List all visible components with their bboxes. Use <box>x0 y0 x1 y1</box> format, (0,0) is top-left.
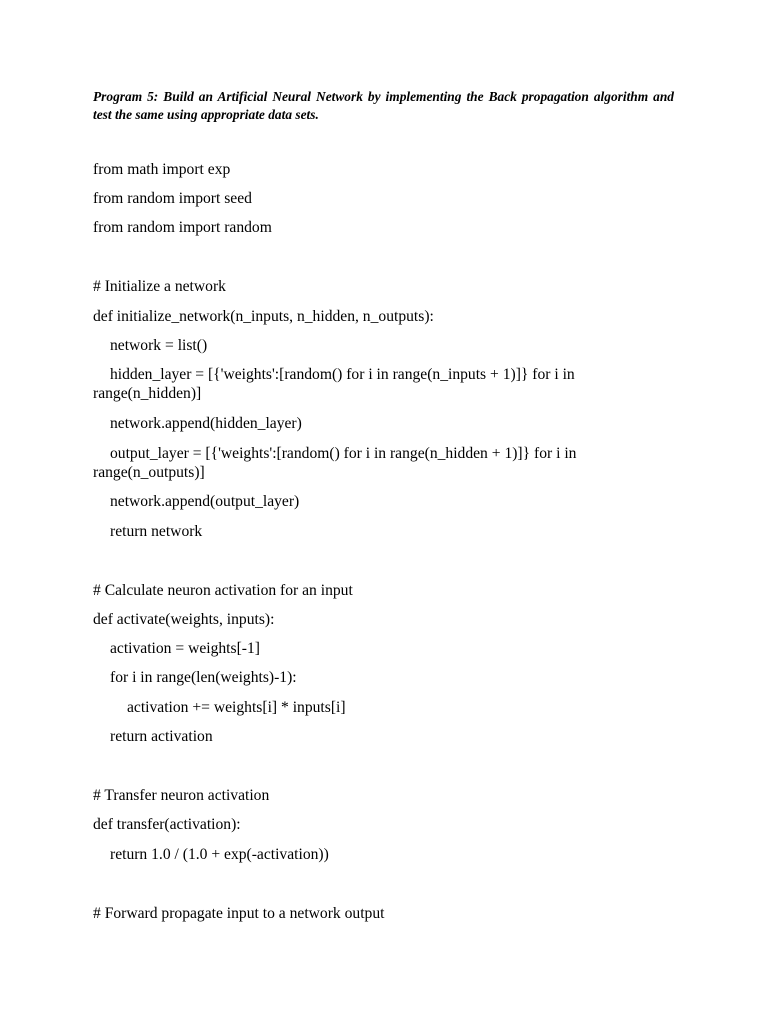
code-line: return 1.0 / (1.0 + exp(-activation)) <box>110 846 329 863</box>
code-line: return network <box>110 523 203 540</box>
code-line: def initialize_network(n_inputs, n_hidden, n_outputs): <box>93 308 434 325</box>
code-comment: # Transfer neuron activation <box>93 787 270 804</box>
code-comment: # Forward propagate input to a network output <box>93 905 385 922</box>
code-comment: # Initialize a network <box>93 278 226 295</box>
code-comment: # Calculate neuron activation for an input <box>93 582 353 599</box>
code-line: from random import random <box>93 219 272 236</box>
code-line: network = list() <box>110 337 208 354</box>
code-line: def transfer(activation): <box>93 816 241 833</box>
code-line: output_layer = [{'weights':[random() for i in range(n_hidden + 1)]} for i in range(n_outputs)] <box>93 445 581 481</box>
code-line: network.append(hidden_layer) <box>110 415 302 432</box>
code-line: activation = weights[-1] <box>110 640 260 657</box>
code-line: return activation <box>110 728 213 745</box>
code-line: from math import exp <box>93 161 231 178</box>
code-line: from random import seed <box>93 190 252 207</box>
code-line: for i in range(len(weights)-1): <box>110 669 297 686</box>
code-line: network.append(output_layer) <box>110 493 300 510</box>
code-line: def activate(weights, inputs): <box>93 611 275 628</box>
program-heading: Program 5: Build an Artificial Neural Network by implementing the Back propagation algorithm and test the same using appropriate data sets. <box>93 89 674 122</box>
code-line: hidden_layer = [{'weights':[random() for i in range(n_inputs + 1)]} for i in range(n_hidden)] <box>93 366 579 402</box>
code-line: activation += weights[i] * inputs[i] <box>127 699 346 716</box>
